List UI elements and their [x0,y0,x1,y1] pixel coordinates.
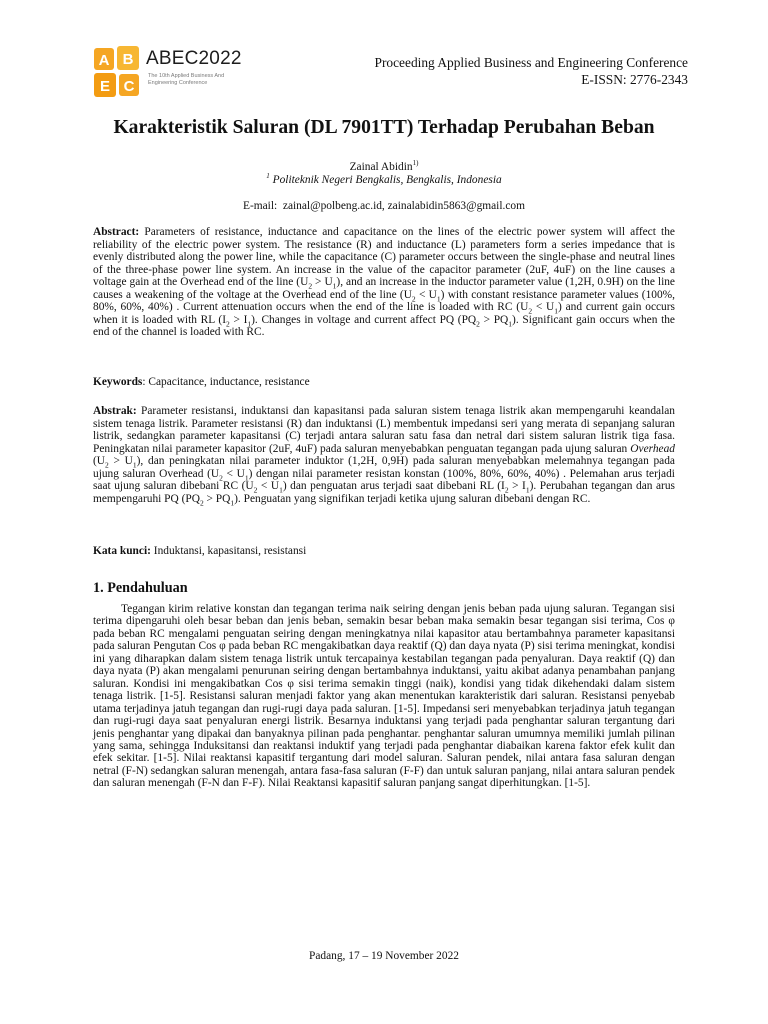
abstract-text: ) with constant resistance parameter values (100%, 80%, 60%, 40%) . Current attenuation occurs when the end of the line is loaded with RC (U [93,288,675,314]
subscript: 2 [308,281,313,291]
abstract-text: ). Changes in voltage and current affect PQ (PQ [251,313,477,326]
abstrak-italic-term: Overhead [630,442,675,455]
email-addresses: zainal@polbeng.ac.id, zainalabidin5863@gmail.com [282,200,525,212]
author-sup: 1) [412,159,419,167]
affiliation: Politeknik Negeri Bengkalis, Bengkalis, Indonesia [272,173,502,186]
keywords-text: : Capacitance, inductance, resistance [142,376,310,388]
abstrak-label: Abstrak: [93,405,137,417]
abstract-text: ) and current gain occurs when it is loaded with RL (I [93,301,675,326]
subscript: 1 [244,473,249,483]
conference-issn: E-ISSN: 2776-2343 [581,72,688,87]
abstrak-text: ) dengan nilai parameter resistan konstan (100%, 80%, 60%, 40%) . Pelemahan arus terjadi saat ujung saluran dibebani RC (U [93,467,675,493]
abstract-text: Parameters of resistance, inductance and capacitance on the lines of the electric power system will affect the reliability of the electric power system. The resistance (R) and inductance (L) parameters form a series impedance that is evenly distributed along the power line, while the capacitance (C) parameter occurs between the single-phase and neutral lines of the three-phase power line system. An increase in the value of the capacitor parameter (2uF, 4uF) on the line causes a voltage gain at the Overhead end of the line (U [93,226,675,289]
subscript: 1 [230,498,235,508]
subscript: 1 [132,460,137,470]
subscript: 2 [504,485,509,495]
author-name: Zainal Abidin [349,160,413,173]
abstrak-text: ), dan peningkatan nilai parameter induktor (1,2H, 0,9H) pada saluran menyebabkan melemahnya tegangan pada ujung saluran Overhead (U [93,455,675,480]
subscript: 1 [436,294,441,304]
svg-text:B: B [122,51,134,68]
abstract-label: Abstract: [93,226,140,238]
affiliation-sup: 1 [266,172,270,180]
abstract-text: > I [229,313,248,326]
subscript: 1 [525,485,530,495]
svg-text:C: C [123,78,135,95]
email-label: E-mail: [243,200,278,212]
svg-text:A: A [98,52,110,69]
subscript: 2 [253,485,258,495]
subscript: 2 [528,306,533,316]
section-body: Tegangan kirim relative konstan dan tegangan terima naik seiring dengan jenis beban pada ujung saluran. Tegangan sisi terima dipengaruhi oleh besar beban dan jenis beban, semakin besar beban maka semakin besar tegangan sisi terima, Cos φ pada beban RC mengalami penguatan seiring dengan meningkatnya nilai kapasitor atau bertambahnya parameter kapasitansi pada saluran Pengutan Cos φ pada beban RC mengakibatkan daya reaktif (Q) dan daya nyata (P) sisi terima meningkat, kondisi ini yang diharapkan dalam sistem tenaga listrik untuk tercapainya kestabilan tegangan pada penyaluran. Daya reaktif (Q) dan daya nyata (P) akan mengalami penurunan seiring dengan bertambahnya induktansi, yaitu akibat adanya penambahan panjang saluran. Kondisi ini mengakibatkan Cos φ sisi terima semakin tinggi (naik), kondisi yang tidak dikehendaki dalam sistem tenaga listrik. [1-5]. Resistansi saluran menjadi faktor yang akan menentukan karakteristik dari saluran. Resistansi penyebab utama terjadinya jatuh tegangan dan rugi-rugi daya pada saluran. [1-5]. Impedansi seri menyebabkan terjadinya jatuh tegangan dan rugi-rugi daya saat penyaluran energi listrik. Besarnya induktansi yang terjadi pada penghantar saluran tergantung dari jenis penghantar yang dipakai dan banyaknya pilinan pada penghantar. penghantar saluran umumnya memiliki jumlah pilinan yang sama, sehingga Induksitansi dan reaktansi induktif yang terjadi pada penghantar diabaikan karena faktor efek kulit dan efek sekitar. [1-5]. Nilai reaktansi kapasitif tergantung dari model saluran. Saluran pendek, nilai antara fasa saluran dengan netral (F-N) sedangkan saluran menengah, antara fasa-fasa saluran (F-F) dan untuk saluran panjang, nilai antara saluran pendek dan saluran menengah (F-N dan F-F). Nilai Reaktansi kapasitif saluran panjang sangat diperhitungkan. [1-5]. [93,603,675,790]
abec-logo [92,44,262,100]
affiliation-line [60,172,708,186]
subscript: 2 [219,473,223,483]
abstrak-text: > U [108,455,133,468]
abstrak-text: (U [93,455,106,468]
abstrak-text: Parameter resistansi, induktansi dan kapasitansi pada saluran sistem tenaga listrik akan mempengaruhi keandalan sistem tenaga listrik. Parameter resistansi (R) dan induktansi (L) membentuk impedansi seri yang merata di sepanjang saluran listrik, sedangkan parameter kapasitansi (C) terjadi antara saluran satu fasa dan netral dari sistem saluran listrik tiga fasa. Peningkatan nilai parameter kapasitor (2uF, 4uF) pada saluran menyebabkan penguatan tegangan pada ujung saluran [93,405,675,455]
abstrak-text: ). Perubahan tegangan dan arus mempengaruhi PQ (PQ [93,480,675,505]
abstrak-text: ). Penguatan yang signifikan terjadi ketika ujung saluran dibebani dengan RC. [234,492,591,505]
email-line [60,200,708,212]
subscript: 2 [411,294,416,304]
abstract-text: > U [312,276,333,289]
abstract-text: < U [532,301,555,314]
conference-header [375,54,688,88]
abec-logo-icon [92,44,142,100]
subscript: 1 [247,319,252,329]
subscript: 2 [199,498,204,508]
svg-text:E: E [99,78,111,95]
abstract-text: > PQ [479,313,509,326]
logo-name: ABEC2022 [146,48,242,69]
page-footer: Padang, 17 – 19 November 2022 [309,950,459,962]
subscript: 1 [508,319,513,329]
logo-tagline: The 10th Applied Business And Engineering Conference [148,73,225,86]
paper-title: Karakteristik Saluran (DL 7901TT) Terhadap Perubahan Beban [113,117,655,138]
keywords-english [93,376,675,389]
abstrak-text: < U [222,467,245,480]
kata-kunci-text: Induktansi, kapasitansi, resistansi [150,545,307,557]
subscript: 2 [226,319,230,329]
abstrak-text: > I [508,480,526,493]
subscript: 2 [105,460,109,470]
abstrak-text: < U [257,480,280,493]
abstract-text: ). Significant gain occurs when the end of the channel is loaded with RC. [93,313,675,339]
abstract-text: < U [415,288,437,301]
subscript: 1 [554,306,559,316]
conference-name: Proceeding Applied Business and Engineering Conference [374,55,688,70]
subscript: 2 [476,319,480,329]
keywords-label: Keywords [93,376,143,388]
subscript: 1 [279,485,283,495]
subscript: 1 [332,281,337,291]
abstrak-text: ) dan penguatan arus terjadi saat dibebani RL (I [282,480,505,493]
abstract-text: ), and an increase in the inductor parameter value (1,2H, 0.9H) on the line causes a weakening of the voltage at the Overhead end of the line (U [93,276,675,301]
keywords-indonesian [93,545,675,558]
abstract-indonesian [93,405,675,508]
section-heading: 1. Pendahuluan [93,580,188,596]
kata-kunci-label: Kata kunci: [93,545,151,557]
abstract-english [93,226,675,339]
abstrak-text: > PQ [203,492,231,505]
